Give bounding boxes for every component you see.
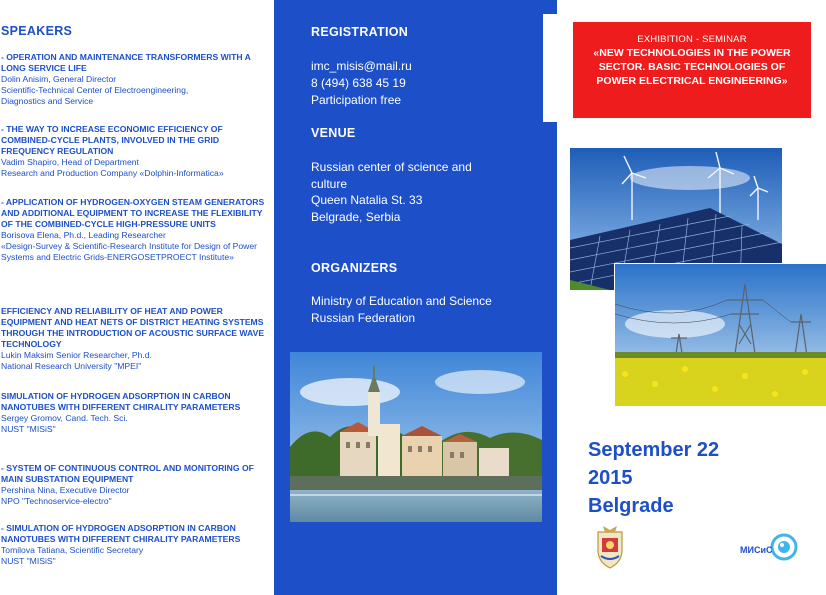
event-date-block [588,436,719,520]
venue-heading: VENUE [311,126,356,140]
talk-title: SIMULATION OF HYDROGEN ADSORPTION IN CARBON NANOTUBES WITH DIFFERENT CHIRALITY PARAMETERS [1,391,241,412]
talk-title: - SIMULATION OF HYDROGEN ADSORPTION IN CARBON NANOTUBES WITH DIFFERENT CHIRALITY PARAMETERS [1,523,241,544]
venue-line: culture [311,177,348,191]
speaker-name: Dolin Anisim, General Director [1,74,117,84]
speaker-name: Tomilova Tatiana, Scientific Secretary [1,545,144,555]
speaker-org: Scientific-Technical Center of Electroengineering, [1,85,189,95]
speaker-org: NUST "MISiS" [1,556,56,566]
speaker-item [1,463,269,507]
speaker-org: National Research University "MPEI" [1,361,142,371]
speaker-name: Sergey Gromov, Cand. Tech. Sci. [1,413,128,423]
speaker-name: Borisova Elena, Ph.d., Leading Researcher [1,230,166,240]
venue-line: Russian center of science and [311,160,472,174]
speaker-item [1,391,269,435]
speaker-org: Diagnostics and Service [1,96,94,106]
speakers-heading: SPEAKERS [1,24,73,38]
registration-note: Participation free [311,93,402,107]
speaker-item [1,306,269,372]
misis-logo-text: МИСиС [740,545,773,555]
speaker-org: NUST "MISiS" [1,424,56,434]
speaker-name: Pershina Nina, Executive Director [1,485,130,495]
speaker-org: NPO "Technoservice-electro" [1,496,112,506]
talk-title: - OPERATION AND MAINTENANCE TRANSFORMERS WITH A LONG SERVICE LIFE [1,52,251,73]
event-kind: EXHIBITION - SEMINAR [637,34,747,45]
registration-heading: REGISTRATION [311,25,409,39]
speaker-item [1,52,269,107]
speaker-name: Vadim Shapiro, Head of Department [1,157,139,167]
event-year: 2015 [588,467,633,489]
talk-title: EFFICIENCY AND RELIABILITY OF HEAT AND POWER EQUIPMENT AND HEAT NETS OF DISTRICT HEATING SYSTEMS THROUGH THE INTRODUCTION OF ACOUSTIC SURFACE WAVE TECHNOLOGY [1,306,265,349]
event-title-box [573,22,811,118]
event-city: Belgrade [588,495,674,517]
speakers-panel [0,0,272,595]
misis-logo [740,530,800,570]
belgrade-photo [290,352,542,522]
power-lines-photo [614,263,826,407]
speaker-org: «Design-Survey & Scientific-Research Institute for Design of Power Systems and Electric Grids-ENERGOSETPROECT Institute» [1,241,258,262]
info-panel [274,0,557,595]
venue-address: Queen Natalia St. 33 [311,193,423,207]
registration-phone: 8 (494) 638 45 19 [311,76,406,90]
venue-city: Belgrade, Serbia [311,210,401,224]
speaker-item [1,197,269,263]
coat-of-arms-icon [593,524,627,570]
talk-title: - APPLICATION OF HYDROGEN-OXYGEN STEAM GENERATORS AND ADDITIONAL EQUIPMENT TO INCREASE THE FLEXIBILITY OF THE COMBINED-CYCLE HIGH-PRESSURE UNITS [1,197,265,229]
speaker-item [1,124,269,179]
organizer-line: Russian Federation [311,311,416,325]
organizer-line: Ministry of Education and Science [311,294,492,308]
speaker-item [1,523,269,567]
cover-panel [557,0,826,595]
speaker-name: Lukin Maksim Senior Researcher, Ph.d. [1,350,152,360]
organizers-heading: ORGANIZERS [311,261,398,275]
registration-email[interactable]: imc_misis@mail.ru [311,59,412,73]
event-title: «NEW TECHNOLOGIES IN THE POWER SECTOR. BASIC TECHNOLOGIES OF POWER ELECTRICAL ENGINEERING» [593,47,791,87]
event-date: September 22 [588,439,720,461]
panel-notch [543,14,557,122]
speaker-org: Research and Production Company «Dolphin-Informatica» [1,168,224,178]
talk-title: - THE WAY TO INCREASE ECONOMIC EFFICIENCY OF COMBINED-CYCLE PLANTS, INVOLVED IN THE GRID FREQUENCY REGULATION [1,124,223,156]
talk-title: - SYSTEM OF CONTINUOUS CONTROL AND MONITORING OF MAIN SUBSTATION EQUIPMENT [1,463,254,484]
